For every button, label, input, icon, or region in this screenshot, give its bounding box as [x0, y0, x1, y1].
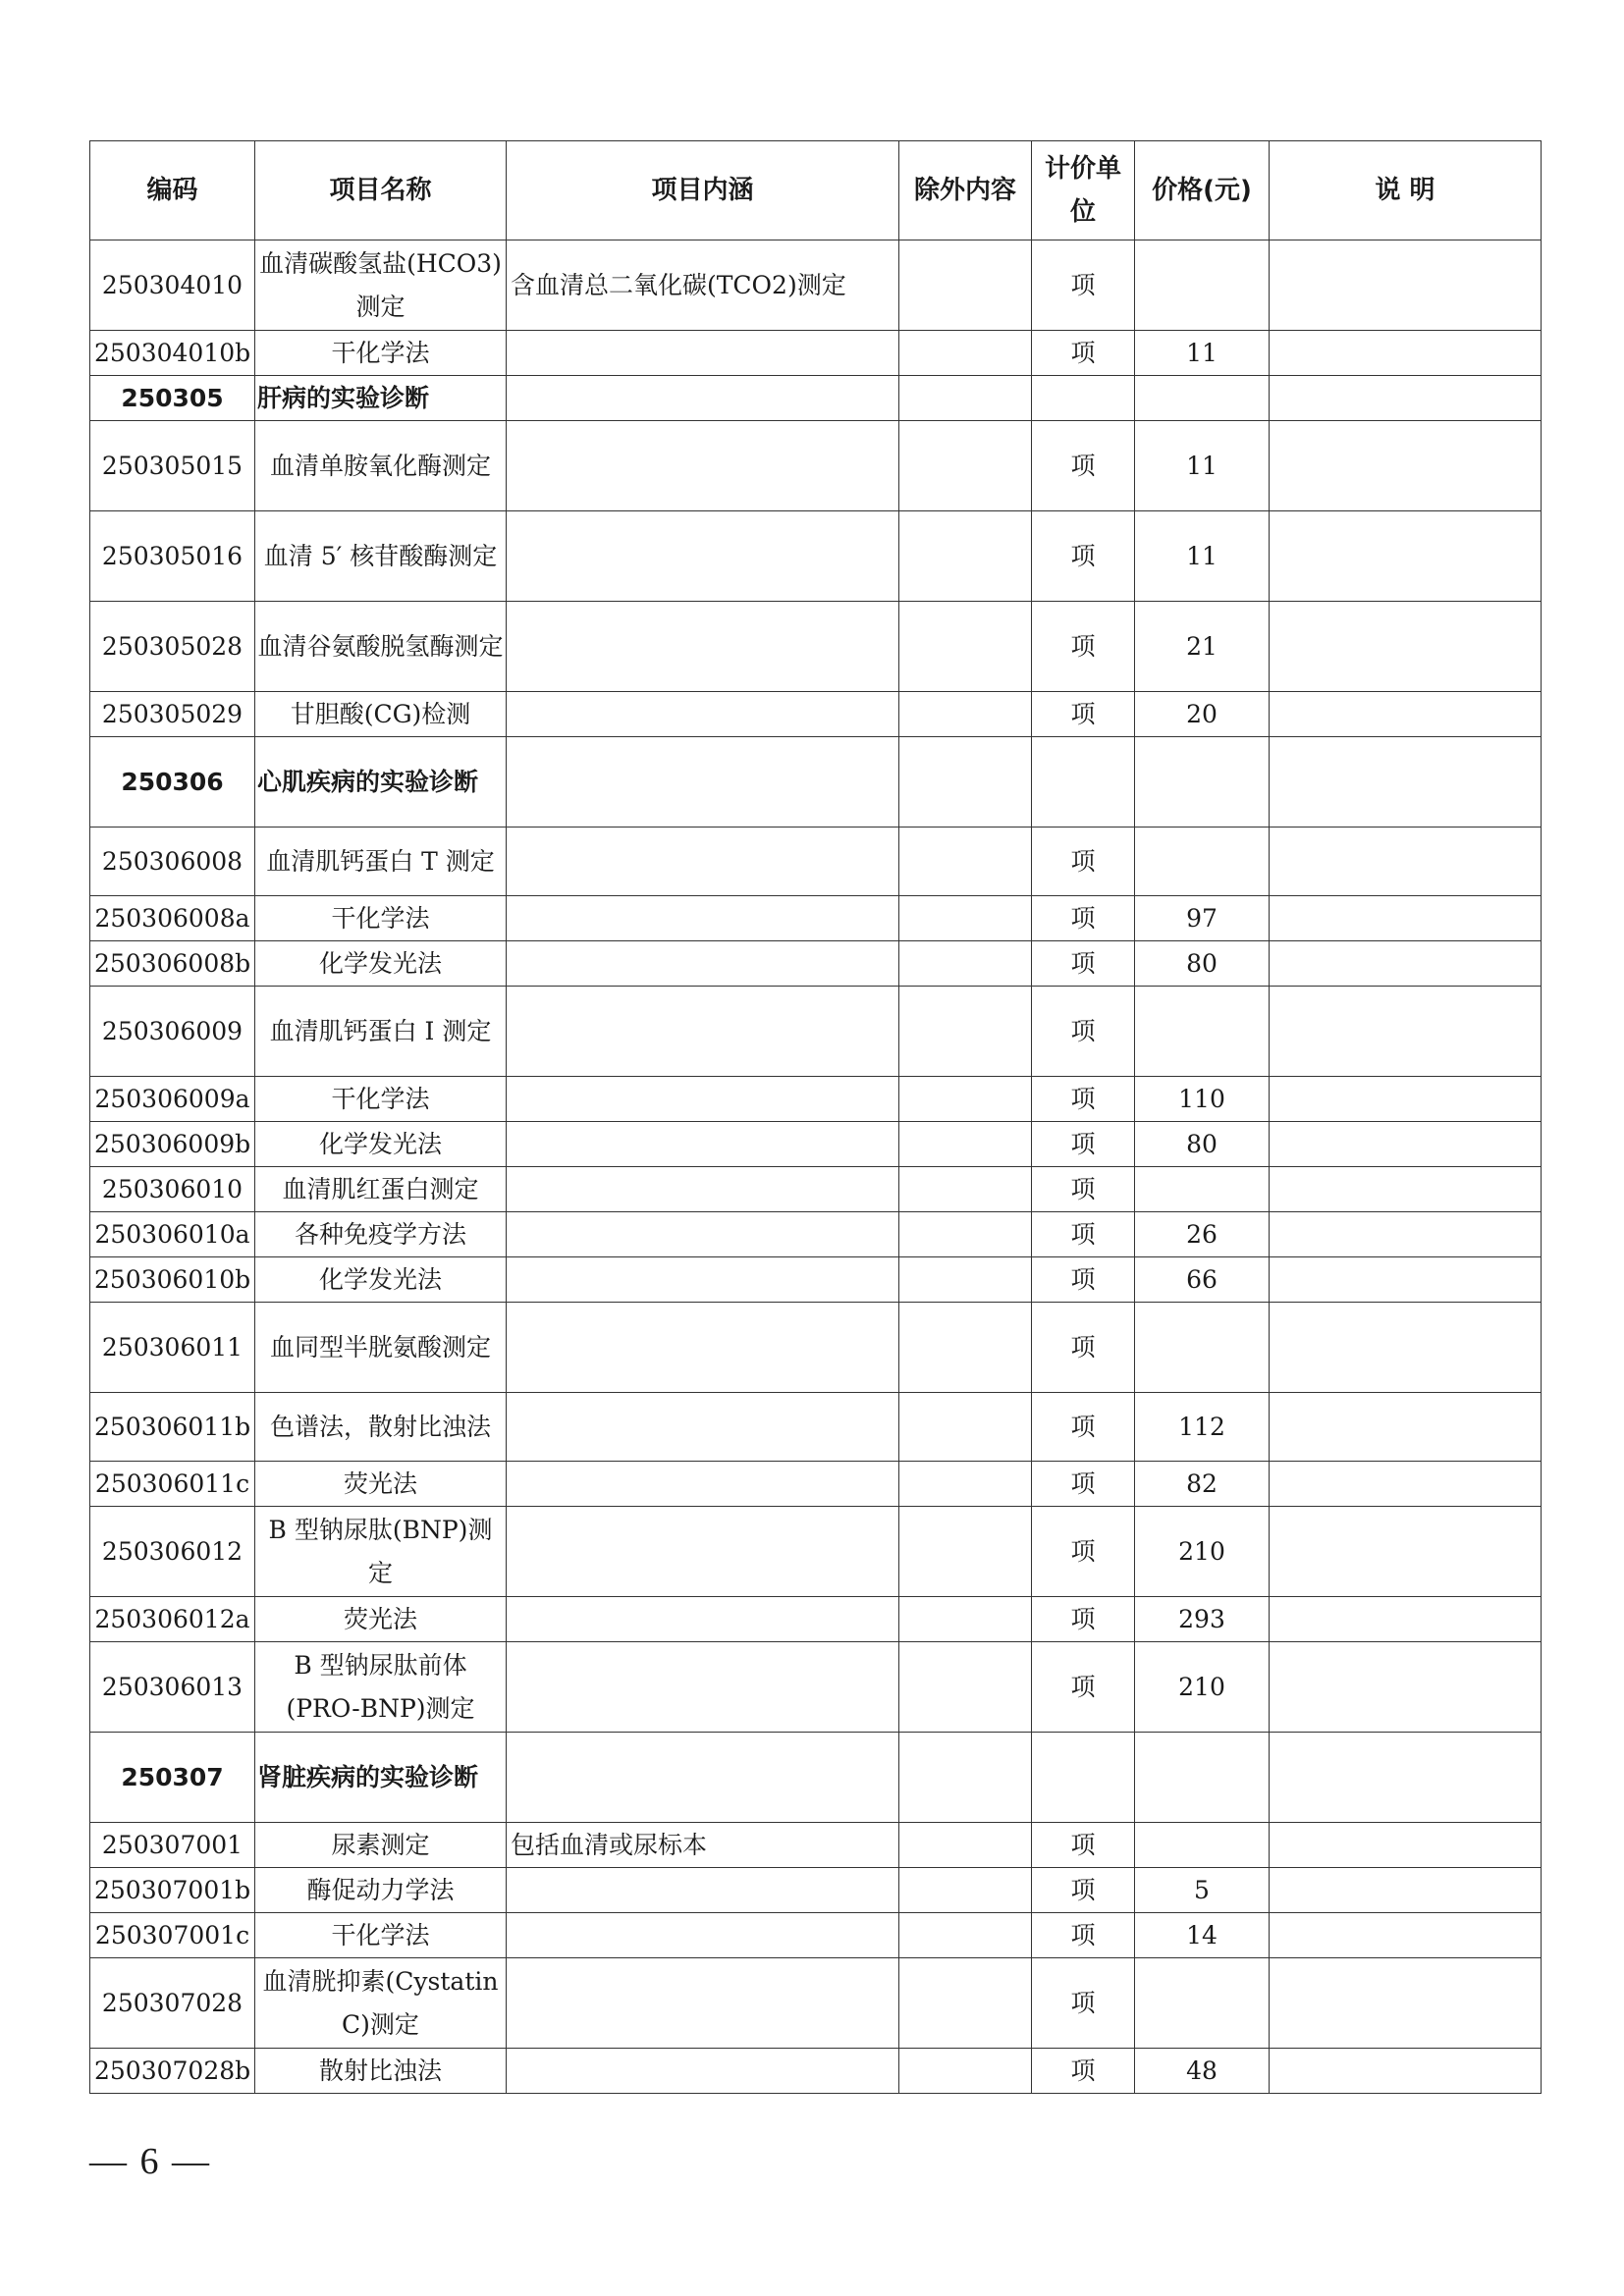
cell-note — [1270, 1167, 1542, 1212]
cell-price: 11 — [1135, 511, 1270, 602]
cell-name: 干化学法 — [255, 331, 507, 376]
cell-name: 色谱法，散射比浊法 — [255, 1393, 507, 1462]
table-row — [90, 511, 1542, 602]
cell-price — [1135, 737, 1270, 828]
table-row — [90, 1393, 1542, 1462]
cell-name: 甘胆酸(CG)检测 — [255, 692, 507, 737]
cell-excluded — [899, 421, 1032, 511]
cell-excluded — [899, 376, 1032, 421]
cell-name: 干化学法 — [255, 1913, 507, 1958]
cell-code: 250306009b — [90, 1122, 255, 1167]
cell-excluded — [899, 602, 1032, 692]
cell-content — [507, 1733, 899, 1823]
cell-note — [1270, 1823, 1542, 1868]
price-table — [89, 140, 1542, 2094]
cell-name: 肾脏疾病的实验诊断 — [255, 1733, 507, 1823]
cell-code: 250307001b — [90, 1868, 255, 1913]
table-row — [90, 1212, 1542, 1257]
section-row — [90, 376, 1542, 421]
cell-content — [507, 896, 899, 941]
table-row — [90, 1642, 1542, 1733]
cell-note — [1270, 1393, 1542, 1462]
cell-content — [507, 828, 899, 896]
table-row — [90, 941, 1542, 987]
cell-code: 250306008a — [90, 896, 255, 941]
table-row — [90, 1823, 1542, 1868]
cell-excluded — [899, 1393, 1032, 1462]
cell-unit: 项 — [1032, 602, 1135, 692]
table-row — [90, 1122, 1542, 1167]
cell-unit: 项 — [1032, 1868, 1135, 1913]
cell-unit: 项 — [1032, 692, 1135, 737]
cell-note — [1270, 511, 1542, 602]
cell-content — [507, 1393, 899, 1462]
cell-content — [507, 1462, 899, 1507]
cell-content — [507, 421, 899, 511]
header-name: 项目名称 — [255, 141, 507, 240]
table-row — [90, 421, 1542, 511]
table-body — [90, 240, 1542, 2094]
cell-excluded — [899, 1597, 1032, 1642]
cell-code: 250306010b — [90, 1257, 255, 1303]
cell-price: 20 — [1135, 692, 1270, 737]
table-row — [90, 692, 1542, 737]
cell-content — [507, 1642, 899, 1733]
cell-content — [507, 737, 899, 828]
cell-note — [1270, 828, 1542, 896]
cell-excluded — [899, 987, 1032, 1077]
cell-excluded — [899, 1913, 1032, 1958]
cell-price: 112 — [1135, 1393, 1270, 1462]
table-row — [90, 331, 1542, 376]
cell-unit: 项 — [1032, 240, 1135, 331]
cell-note — [1270, 1913, 1542, 1958]
table-row — [90, 1913, 1542, 1958]
cell-excluded — [899, 2049, 1032, 2094]
cell-code: 250304010 — [90, 240, 255, 331]
cell-note — [1270, 1597, 1542, 1642]
cell-unit: 项 — [1032, 1122, 1135, 1167]
cell-excluded — [899, 240, 1032, 331]
cell-name: 血清谷氨酸脱氢酶测定 — [255, 602, 507, 692]
cell-price — [1135, 1958, 1270, 2049]
cell-excluded — [899, 896, 1032, 941]
cell-note — [1270, 1212, 1542, 1257]
cell-content — [507, 1868, 899, 1913]
cell-note — [1270, 1077, 1542, 1122]
cell-note — [1270, 1733, 1542, 1823]
cell-name: 肝病的实验诊断 — [255, 376, 507, 421]
cell-unit: 项 — [1032, 1212, 1135, 1257]
cell-code: 250307001 — [90, 1823, 255, 1868]
cell-note — [1270, 692, 1542, 737]
cell-excluded — [899, 1958, 1032, 2049]
cell-name: 化学发光法 — [255, 941, 507, 987]
cell-name: 血同型半胱氨酸测定 — [255, 1303, 507, 1393]
cell-name: B 型钠尿肽前体(PRO-BNP)测定 — [255, 1642, 507, 1733]
cell-name: 血清碳酸氢盐(HCO3)测定 — [255, 240, 507, 331]
cell-excluded — [899, 1077, 1032, 1122]
cell-note — [1270, 1642, 1542, 1733]
cell-code: 250307 — [90, 1733, 255, 1823]
table-row — [90, 602, 1542, 692]
cell-note — [1270, 1462, 1542, 1507]
section-row — [90, 1733, 1542, 1823]
cell-price: 66 — [1135, 1257, 1270, 1303]
cell-unit: 项 — [1032, 2049, 1135, 2094]
cell-note — [1270, 331, 1542, 376]
cell-price: 82 — [1135, 1462, 1270, 1507]
cell-price: 80 — [1135, 941, 1270, 987]
table-row — [90, 828, 1542, 896]
cell-price — [1135, 376, 1270, 421]
header-note: 说 明 — [1270, 141, 1542, 240]
cell-excluded — [899, 737, 1032, 828]
table-row — [90, 1462, 1542, 1507]
cell-note — [1270, 2049, 1542, 2094]
cell-unit — [1032, 1733, 1135, 1823]
cell-excluded — [899, 1303, 1032, 1393]
cell-unit: 项 — [1032, 941, 1135, 987]
cell-price — [1135, 240, 1270, 331]
cell-price: 21 — [1135, 602, 1270, 692]
cell-price: 80 — [1135, 1122, 1270, 1167]
cell-code: 250306009 — [90, 987, 255, 1077]
cell-content — [507, 692, 899, 737]
cell-code: 250306008b — [90, 941, 255, 987]
cell-unit: 项 — [1032, 1077, 1135, 1122]
cell-unit: 项 — [1032, 331, 1135, 376]
table-row — [90, 240, 1542, 331]
cell-price: 97 — [1135, 896, 1270, 941]
cell-excluded — [899, 1167, 1032, 1212]
table-header-row — [90, 141, 1542, 240]
cell-unit: 项 — [1032, 1257, 1135, 1303]
table-row — [90, 2049, 1542, 2094]
table-row — [90, 1597, 1542, 1642]
header-content: 项目内涵 — [507, 141, 899, 240]
cell-price — [1135, 1733, 1270, 1823]
cell-note — [1270, 1958, 1542, 2049]
cell-code: 250306011c — [90, 1462, 255, 1507]
cell-name: 化学发光法 — [255, 1122, 507, 1167]
cell-code: 250305016 — [90, 511, 255, 602]
cell-note — [1270, 1868, 1542, 1913]
cell-content — [507, 1122, 899, 1167]
cell-content — [507, 1303, 899, 1393]
section-row — [90, 737, 1542, 828]
cell-unit: 项 — [1032, 1958, 1135, 2049]
cell-note — [1270, 896, 1542, 941]
cell-unit: 项 — [1032, 1913, 1135, 1958]
cell-unit: 项 — [1032, 1507, 1135, 1597]
cell-name: 心肌疾病的实验诊断 — [255, 737, 507, 828]
header-code: 编码 — [90, 141, 255, 240]
cell-note — [1270, 737, 1542, 828]
cell-price — [1135, 1167, 1270, 1212]
cell-excluded — [899, 941, 1032, 987]
cell-price: 5 — [1135, 1868, 1270, 1913]
cell-name: 血清肌红蛋白测定 — [255, 1167, 507, 1212]
cell-note — [1270, 1303, 1542, 1393]
cell-code: 250306013 — [90, 1642, 255, 1733]
cell-content — [507, 376, 899, 421]
header-excluded: 除外内容 — [899, 141, 1032, 240]
cell-note — [1270, 941, 1542, 987]
cell-name: 荧光法 — [255, 1462, 507, 1507]
table-row — [90, 1868, 1542, 1913]
cell-unit: 项 — [1032, 1597, 1135, 1642]
page-number: — 6 — — [89, 2141, 211, 2182]
cell-excluded — [899, 692, 1032, 737]
cell-excluded — [899, 1868, 1032, 1913]
cell-price: 293 — [1135, 1597, 1270, 1642]
cell-excluded — [899, 1212, 1032, 1257]
cell-name: 散射比浊法 — [255, 2049, 507, 2094]
cell-excluded — [899, 511, 1032, 602]
cell-name: 血清单胺氧化酶测定 — [255, 421, 507, 511]
cell-content: 含血清总二氧化碳(TCO2)测定 — [507, 240, 899, 331]
cell-code: 250306009a — [90, 1077, 255, 1122]
cell-name: 血清 5′ 核苷酸酶测定 — [255, 511, 507, 602]
table-row — [90, 1303, 1542, 1393]
header-price: 价格(元) — [1135, 141, 1270, 240]
cell-content — [507, 331, 899, 376]
cell-code: 250306012 — [90, 1507, 255, 1597]
cell-price — [1135, 828, 1270, 896]
cell-excluded — [899, 1462, 1032, 1507]
cell-code: 250306008 — [90, 828, 255, 896]
cell-price: 26 — [1135, 1212, 1270, 1257]
cell-name: 血清肌钙蛋白 I 测定 — [255, 987, 507, 1077]
cell-code: 250306010 — [90, 1167, 255, 1212]
cell-unit — [1032, 737, 1135, 828]
cell-name: 各种免疫学方法 — [255, 1212, 507, 1257]
cell-excluded — [899, 1257, 1032, 1303]
cell-note — [1270, 1507, 1542, 1597]
cell-excluded — [899, 1642, 1032, 1733]
cell-content: 包括血清或尿标本 — [507, 1823, 899, 1868]
cell-content — [507, 2049, 899, 2094]
cell-code: 250306012a — [90, 1597, 255, 1642]
cell-unit: 项 — [1032, 421, 1135, 511]
cell-code: 250305015 — [90, 421, 255, 511]
cell-code: 250306010a — [90, 1212, 255, 1257]
cell-code: 250307028 — [90, 1958, 255, 2049]
cell-content — [507, 1913, 899, 1958]
table-row — [90, 896, 1542, 941]
cell-unit — [1032, 376, 1135, 421]
cell-name: 酶促动力学法 — [255, 1868, 507, 1913]
cell-code: 250306011 — [90, 1303, 255, 1393]
cell-excluded — [899, 828, 1032, 896]
cell-code: 250305028 — [90, 602, 255, 692]
cell-content — [507, 1507, 899, 1597]
cell-content — [507, 1958, 899, 2049]
cell-code: 250307001c — [90, 1913, 255, 1958]
cell-content — [507, 1077, 899, 1122]
cell-name: 干化学法 — [255, 1077, 507, 1122]
cell-content — [507, 602, 899, 692]
cell-content — [507, 1257, 899, 1303]
table-row — [90, 1167, 1542, 1212]
cell-content — [507, 511, 899, 602]
cell-price: 48 — [1135, 2049, 1270, 2094]
cell-code: 250305 — [90, 376, 255, 421]
cell-price: 210 — [1135, 1642, 1270, 1733]
cell-price: 11 — [1135, 421, 1270, 511]
cell-excluded — [899, 1507, 1032, 1597]
cell-unit: 项 — [1032, 511, 1135, 602]
cell-content — [507, 987, 899, 1077]
cell-unit: 项 — [1032, 987, 1135, 1077]
cell-price — [1135, 1303, 1270, 1393]
cell-price: 210 — [1135, 1507, 1270, 1597]
cell-code: 250305029 — [90, 692, 255, 737]
cell-note — [1270, 1257, 1542, 1303]
table-row — [90, 1257, 1542, 1303]
cell-note — [1270, 602, 1542, 692]
cell-name: 化学发光法 — [255, 1257, 507, 1303]
cell-name: 干化学法 — [255, 896, 507, 941]
cell-unit: 项 — [1032, 1167, 1135, 1212]
table-row — [90, 1077, 1542, 1122]
table-row — [90, 1507, 1542, 1597]
cell-price: 11 — [1135, 331, 1270, 376]
cell-note — [1270, 1122, 1542, 1167]
cell-unit: 项 — [1032, 1642, 1135, 1733]
cell-code: 250306011b — [90, 1393, 255, 1462]
cell-name: B 型钠尿肽(BNP)测定 — [255, 1507, 507, 1597]
cell-excluded — [899, 331, 1032, 376]
cell-name: 尿素测定 — [255, 1823, 507, 1868]
cell-price — [1135, 987, 1270, 1077]
cell-name: 血清肌钙蛋白 T 测定 — [255, 828, 507, 896]
cell-price — [1135, 1823, 1270, 1868]
cell-unit: 项 — [1032, 1303, 1135, 1393]
cell-unit: 项 — [1032, 896, 1135, 941]
cell-excluded — [899, 1122, 1032, 1167]
table-row — [90, 987, 1542, 1077]
cell-code: 250307028b — [90, 2049, 255, 2094]
cell-price: 14 — [1135, 1913, 1270, 1958]
cell-note — [1270, 987, 1542, 1077]
cell-price: 110 — [1135, 1077, 1270, 1122]
cell-note — [1270, 421, 1542, 511]
table-row — [90, 1958, 1542, 2049]
cell-content — [507, 1212, 899, 1257]
cell-content — [507, 941, 899, 987]
cell-note — [1270, 240, 1542, 331]
cell-unit: 项 — [1032, 1393, 1135, 1462]
cell-note — [1270, 376, 1542, 421]
cell-unit: 项 — [1032, 1462, 1135, 1507]
cell-excluded — [899, 1823, 1032, 1868]
cell-unit: 项 — [1032, 828, 1135, 896]
cell-name: 血清胱抑素(Cystatin C)测定 — [255, 1958, 507, 2049]
cell-content — [507, 1597, 899, 1642]
cell-excluded — [899, 1733, 1032, 1823]
cell-unit: 项 — [1032, 1823, 1135, 1868]
cell-content — [507, 1167, 899, 1212]
cell-code: 250304010b — [90, 331, 255, 376]
cell-name: 荧光法 — [255, 1597, 507, 1642]
header-unit: 计价单位 — [1032, 141, 1135, 240]
cell-code: 250306 — [90, 737, 255, 828]
